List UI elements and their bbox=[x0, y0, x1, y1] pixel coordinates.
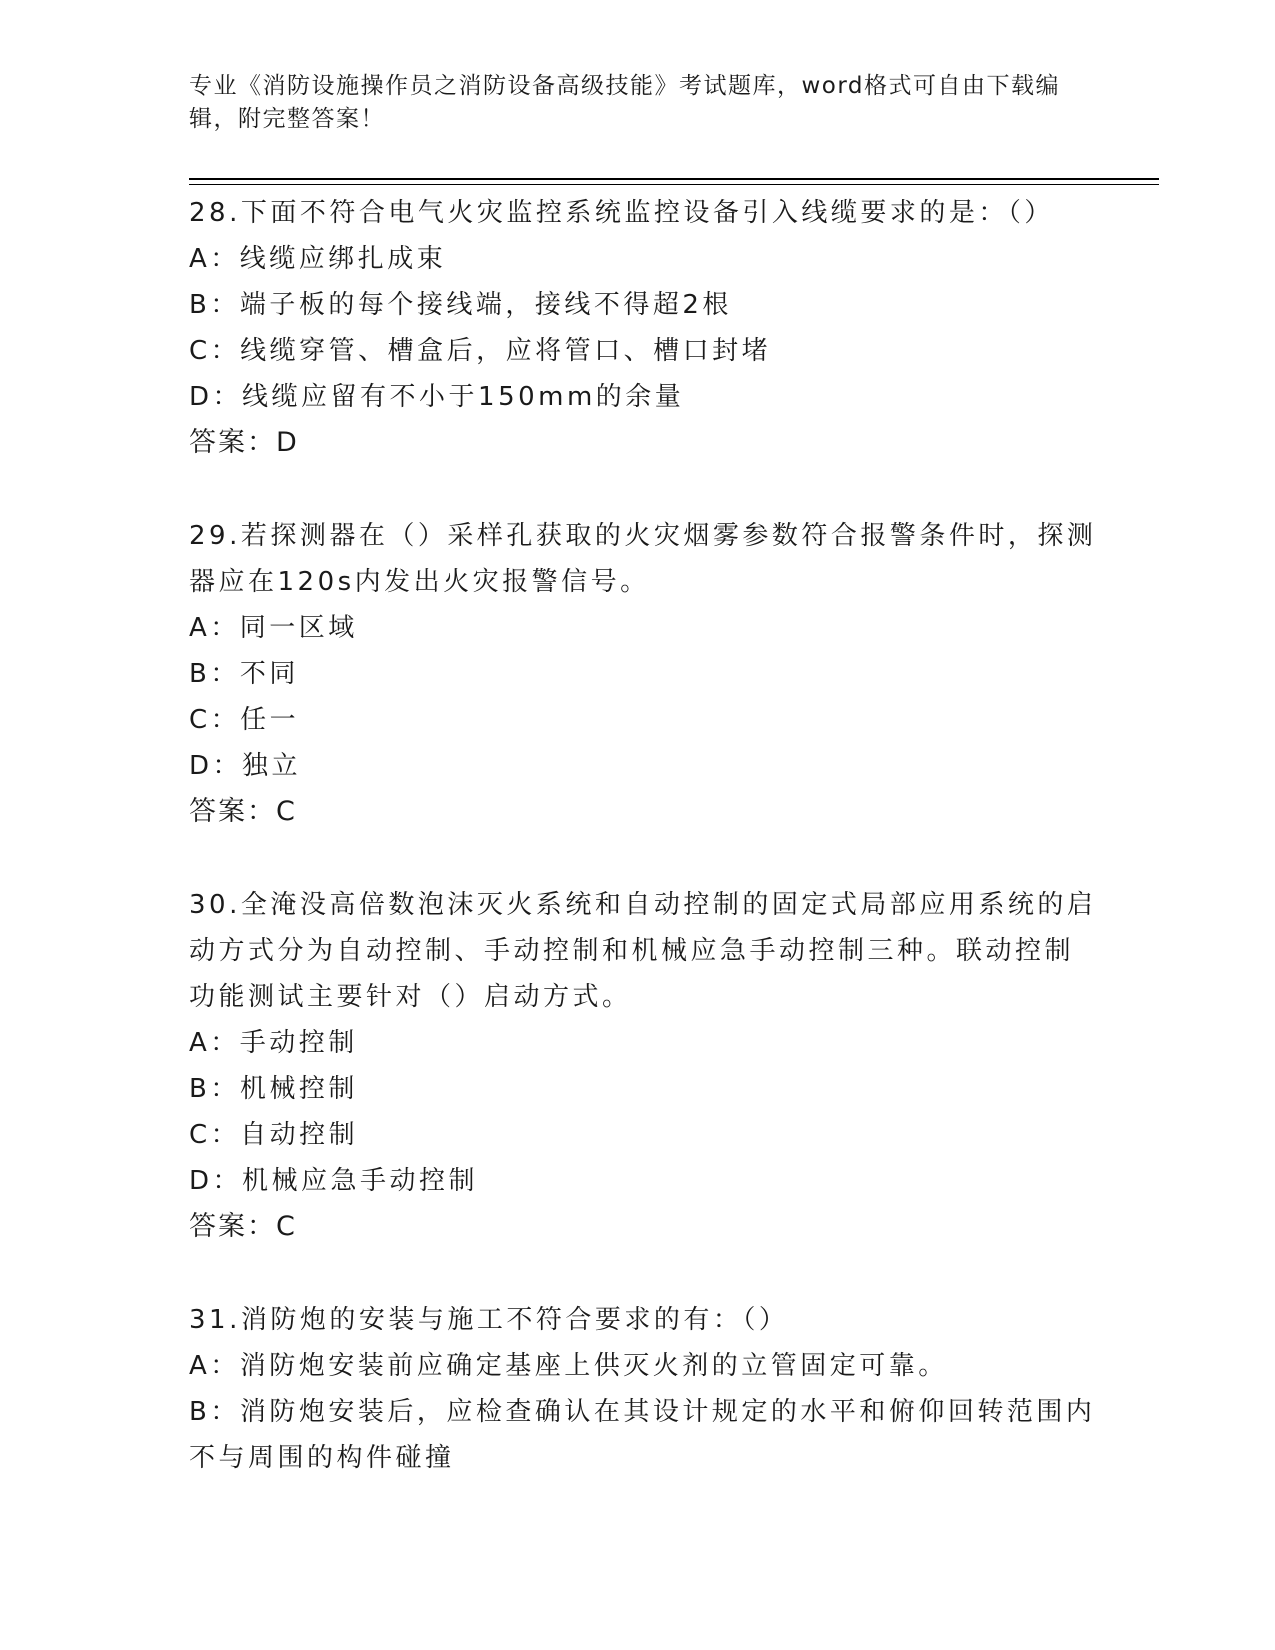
option-b: B：端子板的每个接线端，接线不得超2根 bbox=[189, 290, 732, 320]
header-divider-thick bbox=[189, 178, 1159, 180]
option-a: A：同一区域 bbox=[189, 613, 358, 643]
question-text-line-2: 动方式分为自动控制、手动控制和机械应急手动控制三种。联动控制 bbox=[189, 936, 1075, 966]
option-b: B：不同 bbox=[189, 659, 299, 689]
option-c: C：线缆穿管、槽盒后，应将管口、槽口封堵 bbox=[189, 336, 772, 366]
option-b: B：机械控制 bbox=[189, 1074, 358, 1104]
header-divider-thin bbox=[189, 184, 1159, 185]
question-text-line-1: 29.若探测器在（）采样孔获取的火灾烟雾参数符合报警条件时，探测 bbox=[189, 521, 1097, 551]
question-28 bbox=[189, 190, 1089, 466]
header-line-1: 专业《消防设施操作员之消防设备高级技能》考试题库，word格式可自由下载编 bbox=[189, 73, 1061, 99]
option-d: D：机械应急手动控制 bbox=[189, 1166, 479, 1196]
option-b-line-2: 不与周围的构件碰撞 bbox=[189, 1443, 455, 1473]
question-text-line-3: 功能测试主要针对（）启动方式。 bbox=[189, 982, 632, 1012]
option-d: D：线缆应留有不小于150mm的余量 bbox=[189, 382, 685, 412]
question-text: 31.消防炮的安装与施工不符合要求的有：（） bbox=[189, 1305, 789, 1335]
question-text-line-1: 30.全淹没高倍数泡沫灭火系统和自动控制的固定式局部应用系统的启 bbox=[189, 890, 1097, 920]
option-a: A：消防炮安装前应确定基座上供灭火剂的立管固定可靠。 bbox=[189, 1351, 948, 1381]
option-c: C：任一 bbox=[189, 705, 300, 735]
answer: 答案：D bbox=[189, 427, 299, 458]
option-a: A：线缆应绑扎成束 bbox=[189, 244, 447, 274]
option-b-line-1: B：消防炮安装后，应检查确认在其设计规定的水平和俯仰回转范围内 bbox=[189, 1397, 1096, 1427]
header-line-2: 辑，附完整答案！ bbox=[189, 106, 385, 132]
answer: 答案：C bbox=[189, 1211, 297, 1242]
question-text: 28.下面不符合电气火灾监控系统监控设备引入线缆要求的是：（） bbox=[189, 198, 1054, 228]
answer: 答案：C bbox=[189, 796, 297, 827]
question-31 bbox=[189, 1297, 1096, 1481]
document-header bbox=[189, 70, 1069, 136]
option-a: A：手动控制 bbox=[189, 1028, 358, 1058]
option-d: D：独立 bbox=[189, 751, 302, 781]
question-text-line-2: 器应在120s内发出火灾报警信号。 bbox=[189, 567, 650, 597]
question-29 bbox=[189, 513, 1097, 835]
question-list bbox=[189, 190, 1097, 1528]
option-c: C：自动控制 bbox=[189, 1120, 359, 1150]
question-30 bbox=[189, 882, 1097, 1250]
